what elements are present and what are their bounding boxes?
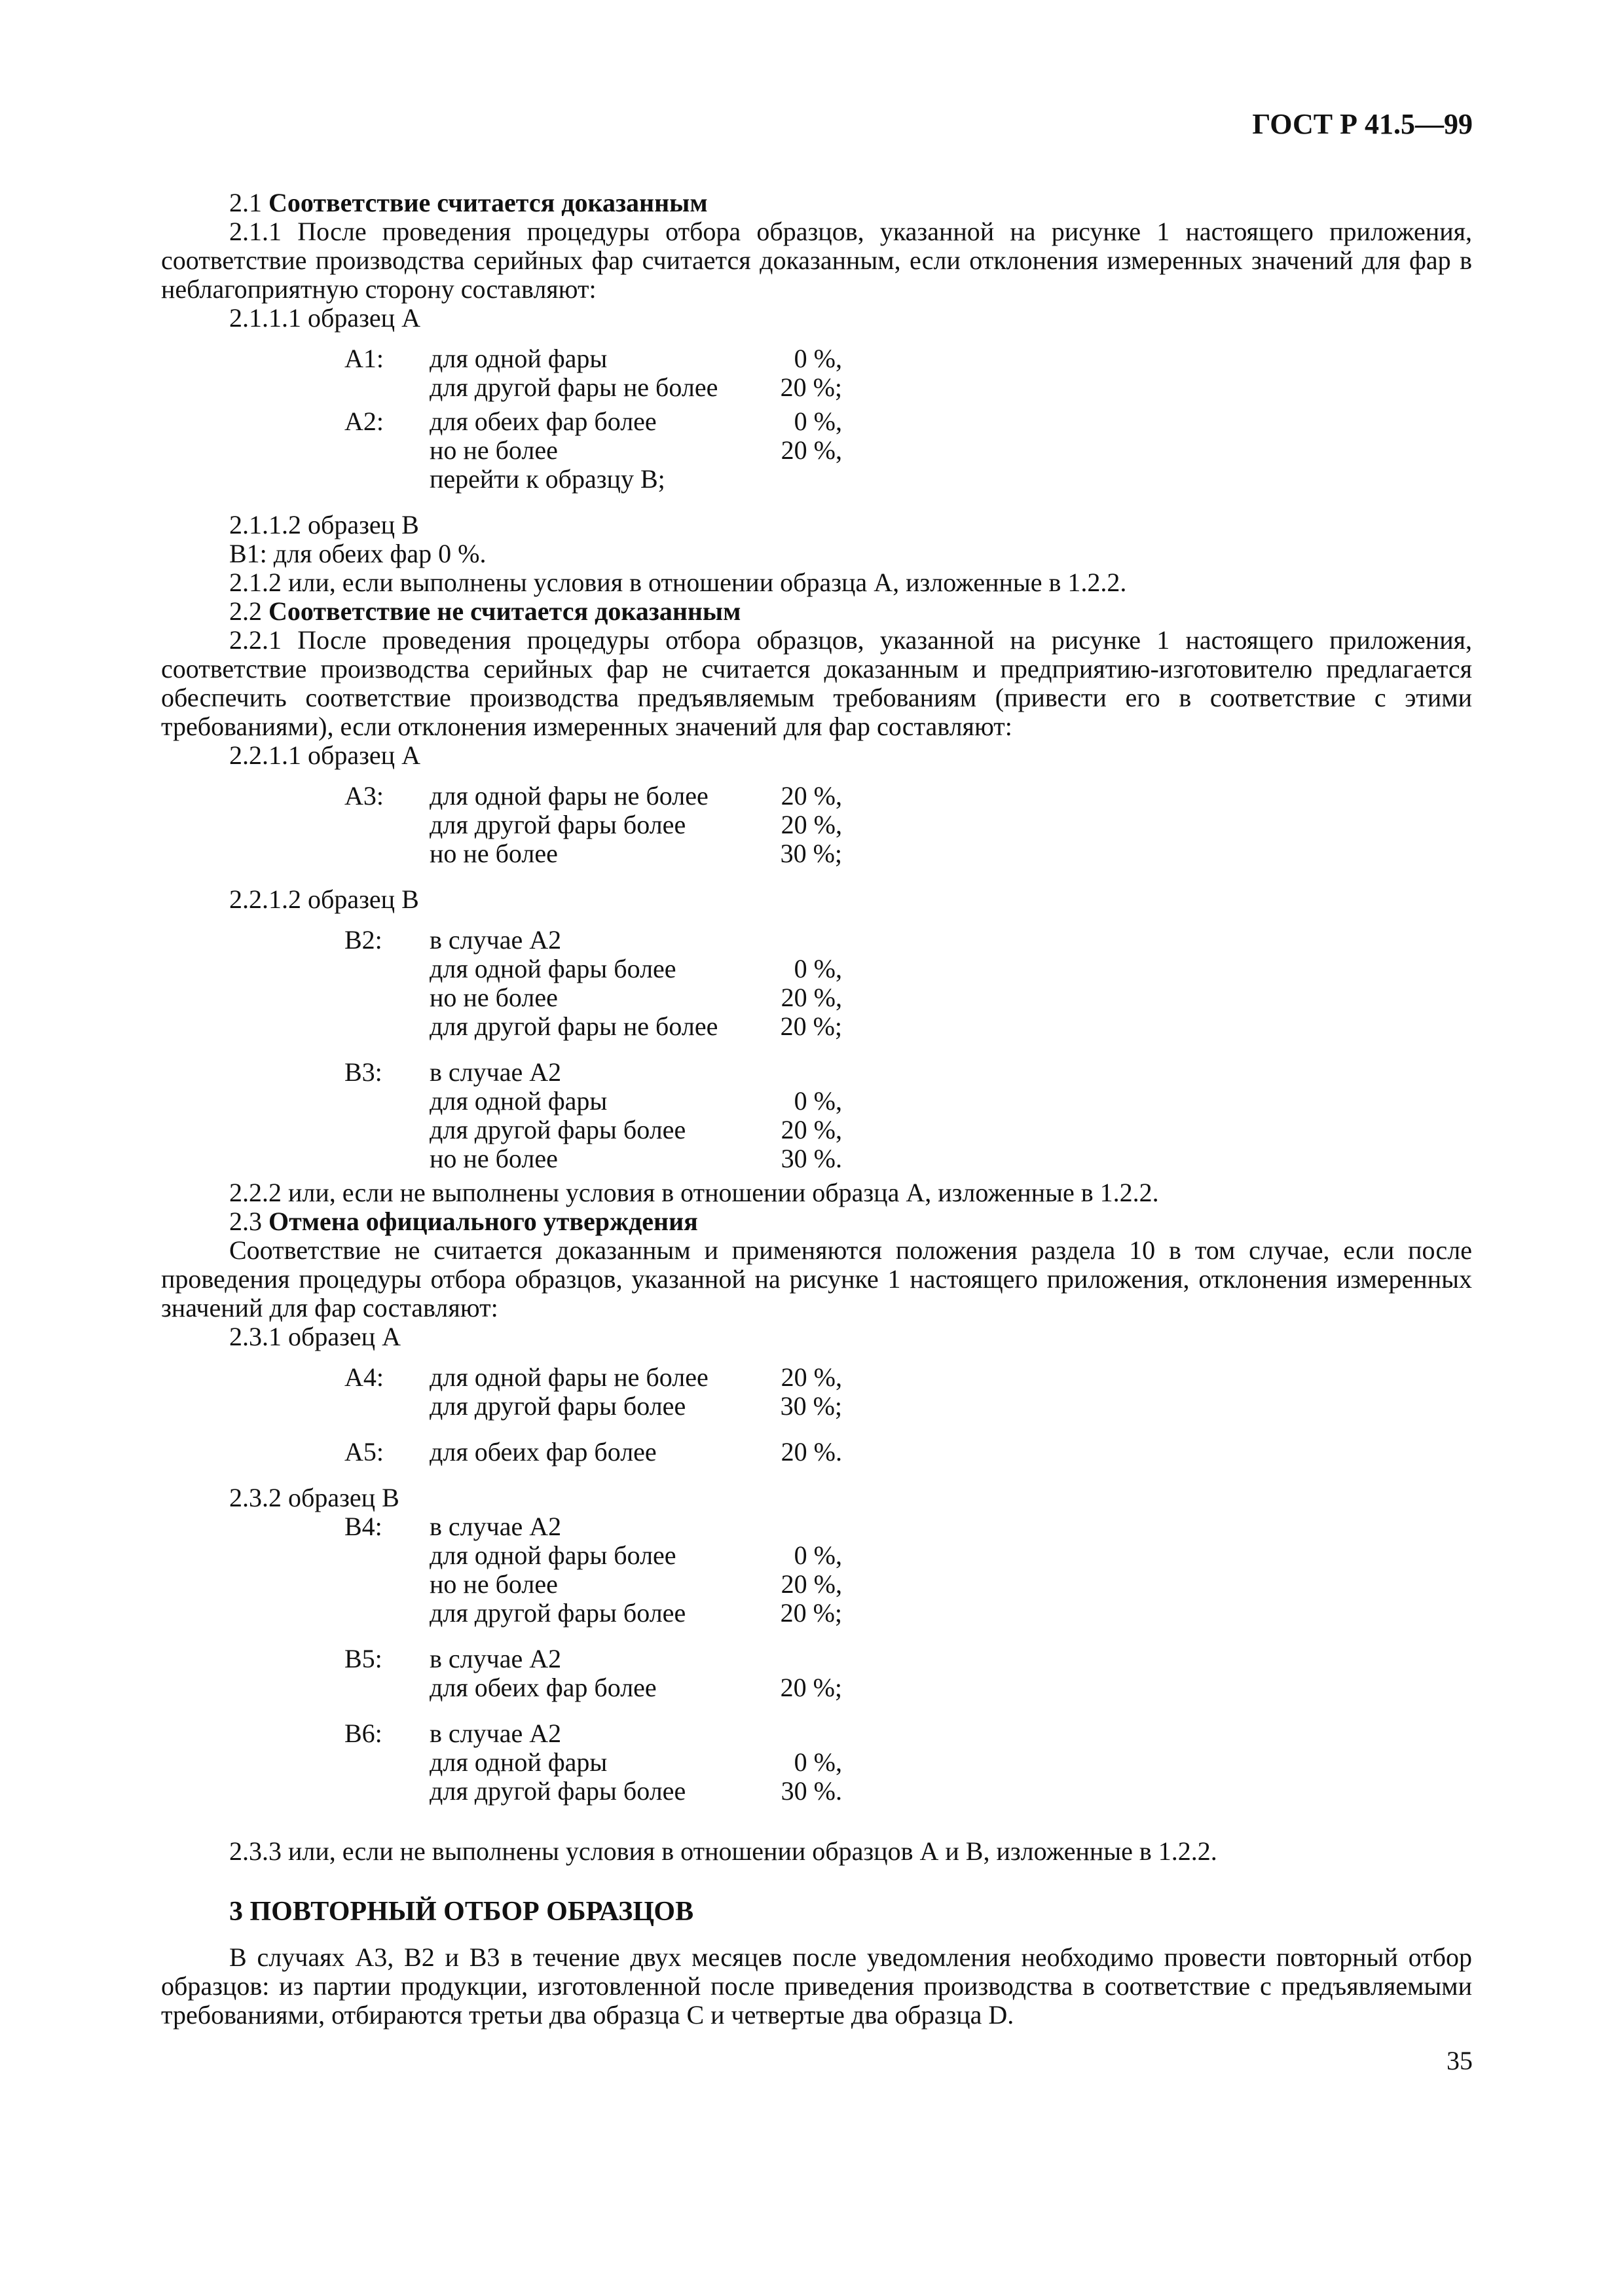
criteria-condition: для другой фары не более bbox=[430, 1011, 718, 1041]
criteria-condition: но не более bbox=[430, 983, 558, 1012]
criteria-condition: для другой фары более bbox=[430, 1391, 686, 1421]
paragraph-3: В случаях А3, В2 и В3 в течение двух месяцев после уведомления необходимо провести повторный отбор образцов: из партии продукции, изготовленной после приведения производства в соответствие с предъявляемыми требованиями, отбираются третьи два образца С и четвертые два образца D. bbox=[161, 1942, 1472, 2030]
criteria-code: А1: bbox=[344, 344, 384, 373]
criteria-condition: в случае А2 bbox=[430, 1057, 562, 1087]
criteria-line bbox=[344, 465, 1472, 494]
criteria-line bbox=[344, 1599, 1472, 1628]
criteria-code bbox=[344, 1599, 430, 1628]
section-heading-2-2: 2.2 Соответствие не считается доказанным bbox=[229, 596, 741, 626]
criteria-code bbox=[344, 983, 430, 1012]
criteria-line bbox=[344, 407, 1472, 436]
criteria-line bbox=[344, 926, 1472, 955]
criteria-value: 30 %. bbox=[781, 1776, 842, 1806]
section-heading-2-1: 2.1 Соответствие считается доказанным bbox=[229, 188, 708, 217]
paragraph-2-2-1: 2.2.1 После проведения процедуры отбора образцов, указанной на рисунке 1 настоящего приложения, соответствие производства серийных фар не считается доказанным и предприятию-изготовителю предлагается обеспечить соответствие производства предъявляемым требованиям (привести его в соответствие с этими требованиями), если отклонения измеренных значений для фар составляют: bbox=[161, 625, 1472, 741]
criteria-code bbox=[344, 1777, 430, 1806]
criteria-line bbox=[344, 1777, 1472, 1806]
criteria-condition: для обеих фар более bbox=[430, 407, 657, 436]
criteria-code: В5: bbox=[344, 1644, 382, 1673]
criteria-code bbox=[344, 1116, 430, 1144]
criteria-condition: для одной фары не более bbox=[430, 1362, 709, 1392]
criteria-line bbox=[344, 373, 1472, 402]
criteria-a2 bbox=[344, 407, 1472, 494]
criteria-value: 0 %, bbox=[794, 1540, 842, 1570]
criteria-b6 bbox=[344, 1719, 1472, 1806]
criteria-condition: для одной фары bbox=[430, 1086, 608, 1116]
criteria-condition: для одной фары не более bbox=[430, 781, 709, 811]
subheading-2-3-1: 2.3.1 образец А bbox=[229, 1322, 401, 1351]
criteria-line bbox=[344, 1541, 1472, 1570]
subheading-2-3-2: 2.3.2 образец В bbox=[229, 1483, 399, 1512]
criteria-value: 0 %, bbox=[794, 1747, 842, 1777]
criteria-condition: но не более bbox=[430, 839, 558, 868]
criteria-line bbox=[344, 1392, 1472, 1421]
criteria-b3 bbox=[344, 1058, 1472, 1173]
criteria-line bbox=[344, 1438, 1472, 1467]
criteria-code: В3: bbox=[344, 1057, 382, 1087]
criteria-value: 0 %, bbox=[794, 954, 842, 983]
criteria-line bbox=[344, 1512, 1472, 1541]
subheading-2-1-1-1: 2.1.1.1 образец А bbox=[229, 303, 420, 333]
criteria-code bbox=[344, 1541, 430, 1570]
criteria-code: А4: bbox=[344, 1362, 384, 1392]
criteria-line bbox=[344, 983, 1472, 1012]
criteria-line bbox=[344, 1363, 1472, 1392]
criteria-line bbox=[344, 1087, 1472, 1116]
criteria-line bbox=[344, 1645, 1472, 1673]
criteria-code: А2: bbox=[344, 407, 384, 436]
criteria-condition: в случае А2 bbox=[430, 1512, 562, 1541]
criteria-b4 bbox=[344, 1512, 1472, 1628]
criteria-value: 0 %, bbox=[794, 407, 842, 436]
criteria-condition: для одной фары более bbox=[430, 1540, 676, 1570]
criteria-condition: в случае А2 bbox=[430, 925, 562, 955]
criteria-condition: но не более bbox=[430, 1569, 558, 1599]
criteria-condition: для другой фары более bbox=[430, 810, 686, 839]
criteria-value: 0 %, bbox=[794, 344, 842, 373]
criteria-code bbox=[344, 465, 430, 494]
criteria-code bbox=[344, 1748, 430, 1777]
criteria-condition: для другой фары более bbox=[430, 1115, 686, 1144]
criteria-line bbox=[344, 782, 1472, 811]
criteria-condition: для одной фары bbox=[430, 344, 608, 373]
page-number: 35 bbox=[1447, 2046, 1473, 2075]
criteria-a1 bbox=[344, 344, 1472, 402]
criteria-line bbox=[344, 1012, 1472, 1041]
criteria-code: В4: bbox=[344, 1512, 382, 1541]
criteria-condition: перейти к образцу В; bbox=[430, 464, 665, 494]
criteria-code: В2: bbox=[344, 925, 382, 955]
paragraph-2-3-intro: Соответствие не считается доказанным и применяются положения раздела 10 в том случае, если после проведения процедуры отбора образцов, указанной на рисунке 1 настоящего приложения, отклонения измеренных значений для фар составляют: bbox=[161, 1235, 1472, 1322]
criteria-value: 30 %; bbox=[780, 839, 842, 868]
subheading-2-1-1-2: 2.1.1.2 образец В bbox=[229, 510, 419, 539]
criteria-line bbox=[344, 1116, 1472, 1144]
criteria-line bbox=[344, 955, 1472, 983]
criteria-code bbox=[344, 839, 430, 868]
criteria-code bbox=[344, 1087, 430, 1116]
criteria-condition: в случае А2 bbox=[430, 1719, 562, 1748]
criteria-value: 30 %; bbox=[780, 1391, 842, 1421]
criteria-condition: для другой фары не более bbox=[430, 373, 718, 402]
criteria-code bbox=[344, 1012, 430, 1041]
criteria-value: 20 %, bbox=[781, 781, 842, 811]
criteria-value: 20 %, bbox=[781, 1115, 842, 1144]
subheading-2-2-1-2: 2.2.1.2 образец В bbox=[229, 884, 419, 914]
criteria-line bbox=[344, 344, 1472, 373]
criteria-condition: для другой фары более bbox=[430, 1776, 686, 1806]
criteria-line bbox=[344, 1748, 1472, 1777]
criteria-condition: для обеих фар более bbox=[430, 1437, 657, 1467]
criteria-line bbox=[344, 1719, 1472, 1748]
criteria-condition: но не более bbox=[430, 435, 558, 465]
section-heading-2-3: 2.3 Отмена официального утверждения bbox=[229, 1207, 698, 1236]
criteria-code bbox=[344, 1392, 430, 1421]
section-title-3: 3 ПОВТОРНЫЙ ОТБОР ОБРАЗЦОВ bbox=[229, 1897, 694, 1927]
criteria-code bbox=[344, 373, 430, 402]
criteria-line bbox=[344, 436, 1472, 465]
criteria-a5 bbox=[344, 1438, 1472, 1467]
criteria-condition: в случае А2 bbox=[430, 1644, 562, 1673]
criteria-b5 bbox=[344, 1645, 1472, 1702]
criteria-line bbox=[344, 1144, 1472, 1173]
criteria-b1: В1: для обеих фар 0 %. bbox=[229, 539, 487, 568]
criteria-code bbox=[344, 1673, 430, 1702]
criteria-value: 20 %, bbox=[781, 1569, 842, 1599]
criteria-code bbox=[344, 811, 430, 839]
criteria-b2 bbox=[344, 926, 1472, 1041]
page-content bbox=[161, 189, 1472, 2030]
paragraph-2-1-2: 2.1.2 или, если выполнены условия в отношении образца А, изложенные в 1.2.2. bbox=[229, 568, 1127, 597]
criteria-condition: но не более bbox=[430, 1144, 558, 1173]
criteria-line bbox=[344, 1673, 1472, 1702]
criteria-line bbox=[344, 839, 1472, 868]
paragraph-2-2-2: 2.2.2 или, если не выполнены условия в отношении образца А, изложенные в 1.2.2. bbox=[229, 1178, 1159, 1207]
criteria-condition: для одной фары bbox=[430, 1747, 608, 1777]
criteria-code bbox=[344, 1144, 430, 1173]
criteria-value: 20 %, bbox=[781, 1362, 842, 1392]
criteria-code: В6: bbox=[344, 1719, 382, 1748]
criteria-value: 20 %, bbox=[781, 810, 842, 839]
criteria-a4 bbox=[344, 1363, 1472, 1421]
criteria-value: 0 %, bbox=[794, 1086, 842, 1116]
document-header: ГОСТ Р 41.5—99 bbox=[1252, 108, 1473, 140]
subheading-2-2-1-1: 2.2.1.1 образец А bbox=[229, 740, 420, 770]
paragraph-2-3-3: 2.3.3 или, если не выполнены условия в отношении образцов А и В, изложенные в 1.2.2. bbox=[229, 1836, 1217, 1866]
criteria-code: А3: bbox=[344, 781, 384, 811]
criteria-code bbox=[344, 436, 430, 465]
criteria-condition: для обеих фар более bbox=[430, 1673, 657, 1702]
criteria-value: 20 %. bbox=[781, 1437, 842, 1467]
criteria-line bbox=[344, 811, 1472, 839]
criteria-value: 20 %; bbox=[780, 1598, 842, 1628]
criteria-code bbox=[344, 955, 430, 983]
criteria-code bbox=[344, 1570, 430, 1599]
criteria-line bbox=[344, 1058, 1472, 1087]
paragraph-2-1-1: 2.1.1 После проведения процедуры отбора образцов, указанной на рисунке 1 настоящего приложения, соответствие производства серийных фар считается доказанным, если отклонения измеренных значений для фар в неблагоприятную сторону составляют: bbox=[161, 217, 1472, 304]
criteria-line bbox=[344, 1570, 1472, 1599]
criteria-value: 20 %, bbox=[781, 435, 842, 465]
criteria-code: А5: bbox=[344, 1437, 384, 1467]
criteria-value: 20 %; bbox=[780, 1011, 842, 1041]
criteria-condition: для другой фары более bbox=[430, 1598, 686, 1628]
criteria-value: 20 %; bbox=[780, 373, 842, 402]
criteria-condition: для одной фары более bbox=[430, 954, 676, 983]
criteria-value: 20 %, bbox=[781, 983, 842, 1012]
criteria-value: 30 %. bbox=[781, 1144, 842, 1173]
criteria-a3 bbox=[344, 782, 1472, 868]
criteria-value: 20 %; bbox=[780, 1673, 842, 1702]
